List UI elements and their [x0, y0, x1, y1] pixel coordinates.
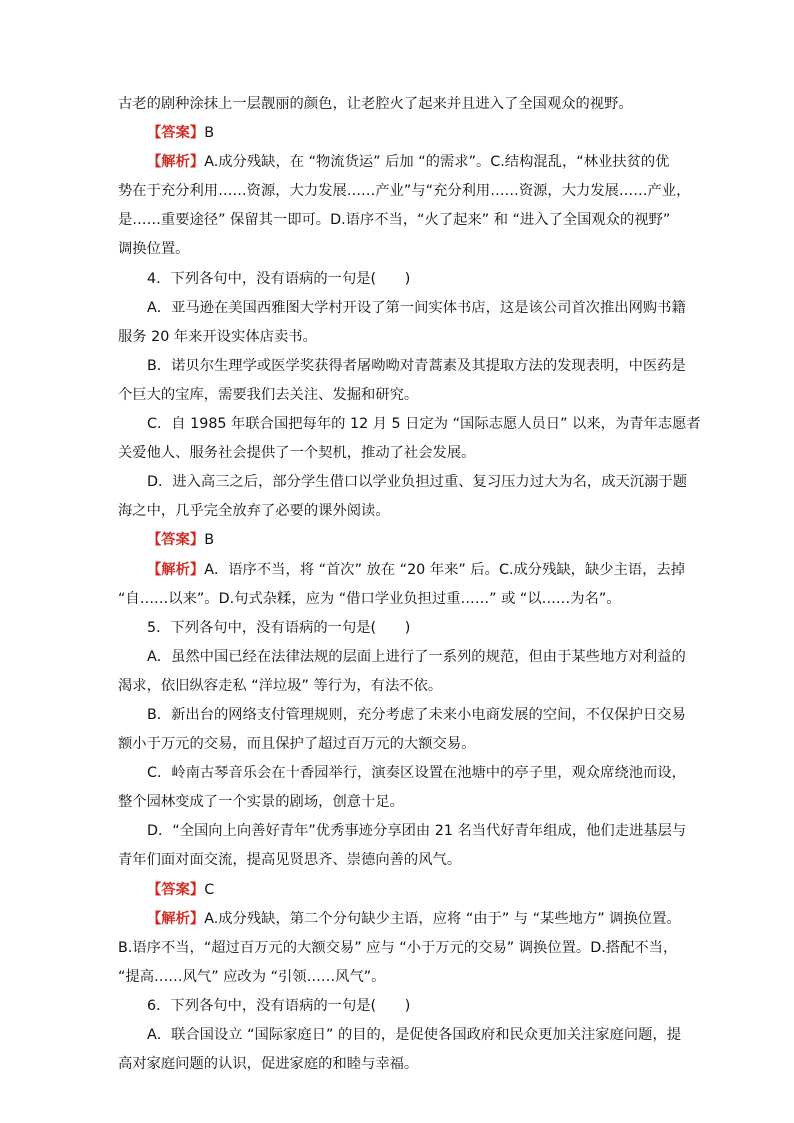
text-line	[118, 585, 678, 614]
text-line	[118, 730, 678, 759]
line-text: B	[204, 532, 214, 549]
text-line	[118, 614, 678, 643]
text-line	[118, 381, 678, 410]
line-text: 关爱他人、服务社会提供了一个契机，推动了社会发展。	[118, 445, 476, 462]
text-line	[118, 206, 678, 235]
line-text: C．岭南古琴音乐会在十香园举行，演奏区设置在池塘中的亭子里，观众席绕池而设，	[147, 765, 686, 782]
line-text: 6．下列各句中，没有语病的一句是( )	[147, 997, 411, 1014]
answer-label: 【答案】	[147, 125, 205, 142]
answer-label: 【答案】	[147, 532, 205, 549]
answer-label: 【解析】	[147, 561, 205, 578]
text-line	[118, 905, 681, 934]
text-line	[118, 1021, 682, 1050]
text-line	[118, 934, 678, 963]
line-text: A．虽然中国已经在法律法规的层面上进行了一系列的规范，但由于某些地方对利益的	[147, 648, 686, 665]
text-line	[118, 643, 686, 672]
text-line	[118, 963, 678, 992]
line-text: 5．下列各句中，没有语病的一句是( )	[147, 619, 411, 636]
answer-label: 【解析】	[147, 154, 205, 171]
text-line	[118, 352, 686, 381]
line-text: 高对家庭问题的认识，促进家庭的和睦与幸福。	[118, 1056, 419, 1073]
line-text: D．“全国向上向善好青年”优秀事迹分享团由 21 名当代好青年组成，他们走进基层与	[147, 823, 687, 840]
line-text: 古老的剧种涂抹上一层靓丽的颜色，让老腔火了起来并且进入了全国观众的视野。	[118, 96, 633, 112]
line-text: “提高……风气” 应改为 “引领……风气”。	[118, 968, 386, 985]
line-text: A．语序不当，将 “首次” 放在 “20 年来” 后。C.成分残缺，缺少主语，去掉	[204, 561, 686, 578]
line-text: 服务 20 年来开设实体店卖书。	[118, 328, 317, 345]
text-line	[118, 90, 678, 119]
answer-label: 【答案】	[147, 881, 205, 898]
line-text: D．进入高三之后，部分学生借口以学业负担过重、复习压力过大为名，成天沉溺于题	[147, 474, 687, 491]
text-line	[118, 323, 678, 352]
line-text: B．新出台的网络支付管理规则，充分考虑了未来小电商发展的空间，不仅保护日交易	[147, 706, 686, 723]
line-text: 青年们面对面交流，提高见贤思齐、崇德向善的风气。	[118, 852, 462, 869]
line-text: A.成分残缺，在 “物流货运” 后加 “的需求”。C.结构混乱，“林业扶贫的优	[204, 154, 670, 171]
text-line	[118, 497, 678, 526]
text-line	[118, 410, 701, 439]
line-text: A.成分残缺，第二个分句缺少主语，应将 “由于” 与 “某些地方” 调换位置。	[204, 910, 681, 927]
text-line	[118, 177, 691, 206]
text-line	[118, 556, 686, 585]
text-line	[118, 526, 678, 555]
line-text: 海之中，几乎完全放弃了必要的课外阅读。	[118, 503, 390, 520]
line-text: B．诺贝尔生理学或医学奖获得者屠呦呦对青蒿素及其提取方法的发现表明，中医药是	[147, 357, 686, 374]
line-text: 渴求，依旧纵容走私 “洋垃圾” 等行为，有法不依。	[118, 677, 443, 694]
text-line	[118, 759, 686, 788]
text-line	[118, 876, 678, 905]
line-text: B.语序不当，“超过百万元的大额交易” 应与 “小于万元的交易” 调换位置。D.搭配不当，	[118, 939, 678, 956]
line-text: 额小于万元的交易，而且保护了超过百万元的大额交易。	[118, 736, 476, 753]
line-text: B	[204, 125, 214, 142]
line-text: 是……重要途径” 保留其一即可。D.语序不当，“火了起来” 和 “进入了全国观众的视野”	[118, 212, 671, 229]
text-line	[118, 992, 678, 1021]
line-text: 个巨大的宝库，需要我们去关注、发掘和研究。	[118, 386, 419, 403]
text-line	[118, 468, 687, 497]
text-line	[118, 672, 678, 701]
text-line	[118, 788, 678, 817]
line-text: C．自 1985 年联合国把每年的 12 月 5 日定为 “国际志愿人员日” 以来，为青年志愿者	[147, 416, 701, 433]
text-line	[118, 817, 687, 846]
line-text: C	[204, 881, 215, 898]
line-text: A．亚马逊在美国西雅图大学村开设了第一间实体书店，这是该公司首次推出网购书籍	[147, 299, 686, 316]
line-text: A．联合国设立 “国际家庭日” 的目的，是促使各国政府和民众更加关注家庭问题，提	[147, 1027, 682, 1043]
line-text: 调换位置。	[118, 241, 190, 258]
line-text: 4．下列各句中，没有语病的一句是( )	[147, 270, 411, 287]
line-text: “自……以来”。D.句式杂糅，应为 “借口学业负担过重……” 或 “以……为名”。	[118, 590, 621, 607]
line-text: 整个园林变成了一个实景的剧场，创意十足。	[118, 794, 404, 811]
text-line	[118, 1050, 678, 1079]
text-line	[118, 439, 678, 468]
text-line	[118, 265, 678, 294]
document-page	[118, 90, 701, 1079]
answer-label: 【解析】	[147, 910, 205, 927]
text-line	[118, 846, 678, 875]
text-line	[118, 148, 678, 177]
text-line	[118, 119, 678, 148]
line-text: 势在于充分利用……资源，大力发展……产业”与“充分利用……资源，大力发展……产业，	[118, 183, 691, 200]
text-line	[118, 235, 678, 264]
text-line	[118, 294, 686, 323]
text-line	[118, 701, 686, 730]
